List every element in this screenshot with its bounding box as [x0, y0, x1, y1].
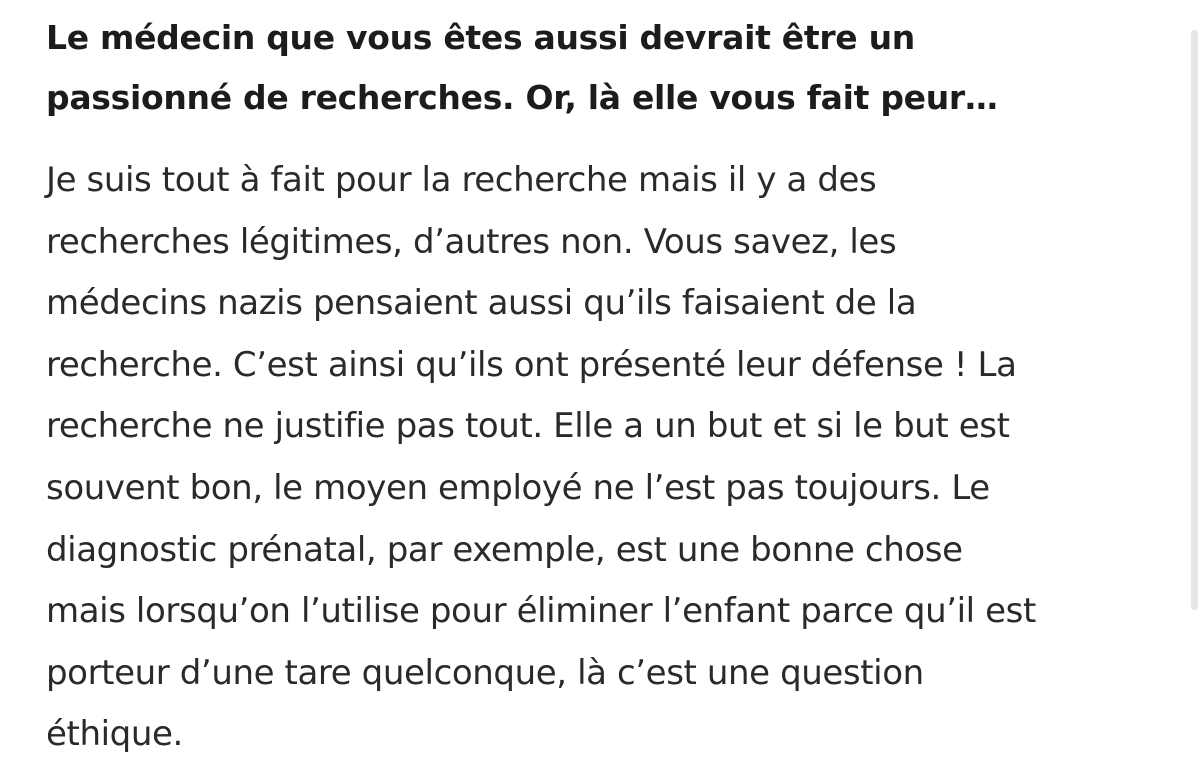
answer-line: diagnostic prénatal, par exemple, est une bonne chose — [46, 529, 963, 570]
answer-line: recherches légitimes, d’autres non. Vous savez, les — [46, 221, 897, 262]
scrollbar[interactable] — [1190, 0, 1200, 768]
question-line: Le médecin que vous êtes aussi devrait être un — [46, 18, 915, 57]
answer-line: recherche ne justifie pas tout. Elle a un but et si le but est — [46, 406, 1010, 447]
interview-answer — [46, 150, 1166, 766]
interview-question — [46, 8, 1106, 128]
answer-line: éthique. — [46, 714, 183, 755]
answer-line: mais lorsqu’on l’utilise pour éliminer l’enfant parce qu’il est — [46, 591, 1036, 632]
scrollbar-thumb[interactable] — [1191, 30, 1198, 610]
question-line: passionné de recherches. Or, là elle vous fait peur… — [46, 78, 998, 117]
answer-line: Je suis tout à fait pour la recherche mais il y a des — [46, 160, 877, 200]
answer-line: porteur d’une tare quelconque, là c’est une question — [46, 652, 924, 693]
answer-line: médecins nazis pensaient aussi qu’ils faisaient de la — [46, 283, 917, 324]
answer-line: recherche. C’est ainsi qu’ils ont présenté leur défense ! La — [46, 344, 1017, 385]
answer-line: souvent bon, le moyen employé ne l’est pas toujours. Le — [46, 467, 990, 508]
